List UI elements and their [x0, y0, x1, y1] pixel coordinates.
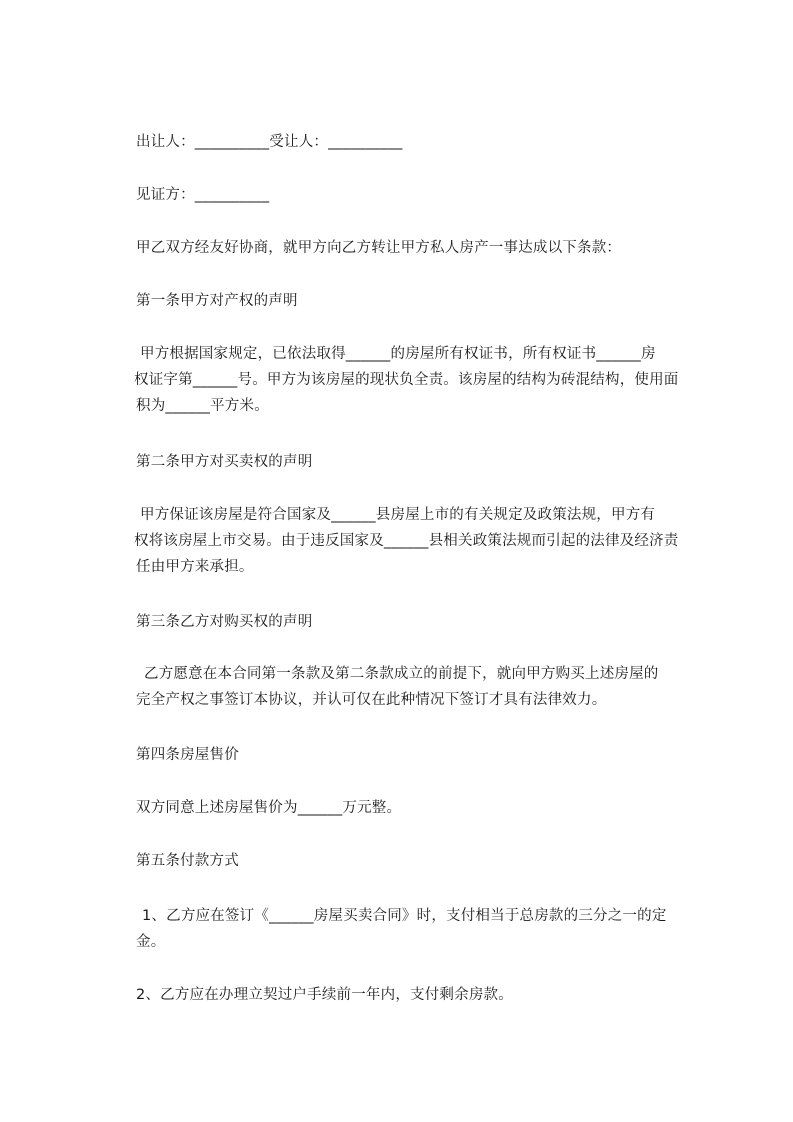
article2-line-3: 任由甲方来承担。	[136, 559, 254, 575]
article2-line-2: 权将该房屋上市交易。由于违反国家及______县相关政策法规而引起的法律及经济责	[134, 533, 679, 549]
parties-line: 出让人：__________受让人：__________	[136, 134, 403, 150]
intro-paragraph: 甲乙双方经友好协商，就甲方向乙方转让甲方私人房产一事达成以下条款：	[136, 240, 622, 256]
article5-item1	[0, 903, 793, 955]
article4-text: 双方同意上述房屋售价为______万元整。	[136, 800, 402, 816]
article3-line-1: 乙方愿意在本合同第一条款及第二条款成立的前提下，就向甲方购买上述房屋的	[144, 666, 659, 682]
article1-line-2: 权证字第______号。甲方为该房屋的现状负全责。该房屋的结构为砖混结构，使用面	[134, 372, 679, 388]
article3-line-2: 完全产权之事签订本协议，并认可仅在此种情况下签订才具有法律效力。	[136, 692, 607, 708]
article2-body	[0, 502, 793, 580]
article1-line-1: 甲方根据国家规定，已依法取得______的房屋所有权证书，所有权证书______房	[140, 346, 656, 362]
article5-item1-line-2: 金。	[136, 934, 166, 950]
article1-line-3: 积为______平方米。	[136, 398, 269, 414]
witness-line: 见证方：__________	[136, 187, 270, 203]
article3-body	[0, 661, 793, 713]
article5-item1-line-1: 1、乙方应在签订《______房屋买卖合同》时，支付相当于总房款的三分之一的定	[142, 908, 667, 924]
article1-body	[0, 341, 793, 419]
article5-item2: 2、乙方应在办理立契过户手续前一年内，支付剩余房款。	[136, 987, 513, 1003]
article3-title: 第三条乙方对购买权的声明	[136, 614, 313, 630]
article1-title: 第一条甲方对产权的声明	[136, 293, 298, 309]
article5-title: 第五条付款方式	[136, 853, 239, 869]
article4-title: 第四条房屋售价	[136, 747, 239, 763]
article2-title: 第二条甲方对买卖权的声明	[136, 454, 313, 470]
article2-line-1: 甲方保证该房屋是符合国家及______县房屋上市的有关规定及政策法规，甲方有	[140, 507, 656, 523]
